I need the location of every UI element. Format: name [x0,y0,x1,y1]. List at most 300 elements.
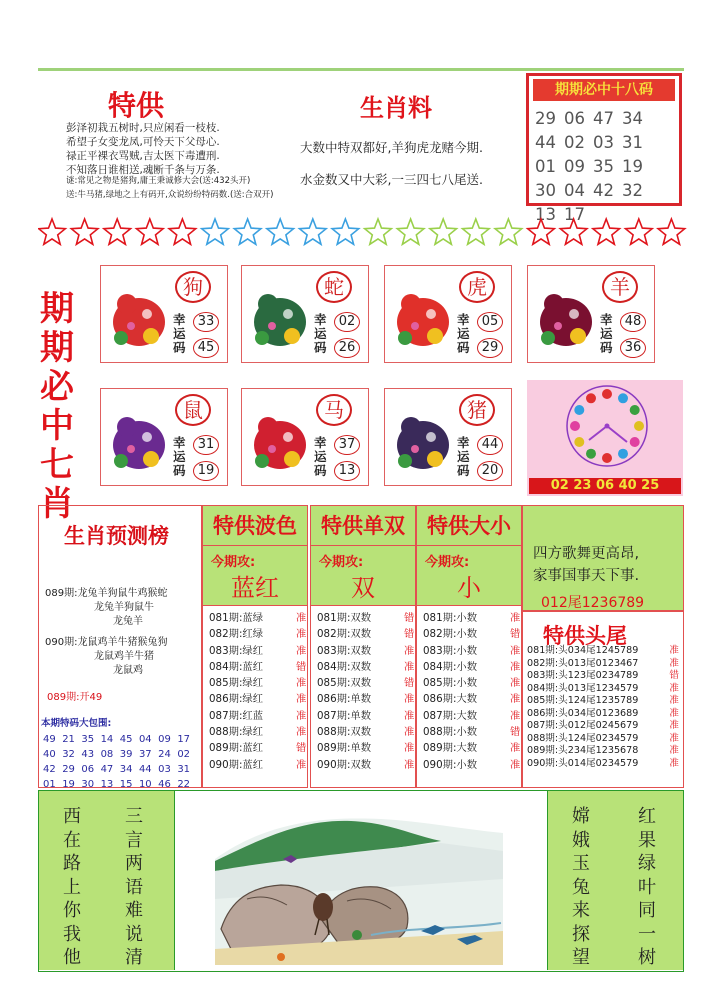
lucky-number: 33 [193,312,219,332]
record-value: 小数 [456,726,478,739]
record-row [317,740,415,756]
riddle-note: 谜:常见之物是猪狗,庸王秉诚修大会(送:432头开) [66,176,251,186]
zodiac-card [384,388,512,486]
eighteen-number: 13 [535,205,556,224]
record-value: 单数 [350,742,372,755]
record-period: 088期: [423,726,457,739]
clock-box [527,380,683,496]
clock-numbers: 02 23 06 40 25 [529,478,681,494]
record-mark: 准 [404,726,415,739]
record-row [527,658,679,671]
attack-label: 今期攻: [211,555,256,570]
tegong-poem [66,121,296,177]
seven-title-char: 必 [40,367,74,407]
record-mark: 准 [296,677,307,690]
eighteen-grid [529,101,679,227]
record-row [527,745,679,758]
sifang-panel [522,505,684,611]
poem-char: 在 [63,829,81,851]
record-value: 单数 [350,693,372,706]
record-row [423,708,521,724]
record-row [209,740,307,756]
record-row [423,691,521,707]
record-period: 088期: [527,732,559,744]
right-poem-panel [547,791,683,970]
attack-value: 蓝红 [231,574,279,602]
poem-char: 绿 [638,853,656,874]
record-mark: 错 [404,677,415,690]
clock-dot [570,421,580,431]
luck-label: 幸运码 [314,312,327,355]
shengxiao-title: 生肖料 [360,93,432,122]
pack-number: 08 [100,749,114,760]
record-row [209,708,307,724]
seven-title-char: 七 [40,445,74,485]
poem-line: 禄正平裸衣骂贼,吉太医下毒遭刑. [66,150,220,162]
sifang-tail: 012尾1236789 [541,595,645,611]
record-mark: 准 [404,758,415,771]
send-note: 送:牛马猪,绿地之上有码开,众说纷纷特码数.(送:合双开) [66,190,274,200]
record-row [423,724,521,740]
record-row [527,720,679,733]
record-mark: 准 [510,660,521,673]
lucky-number: 05 [477,312,503,332]
record-row [423,757,521,773]
seven-title-char: 期 [40,289,74,329]
record-period: 089期: [527,745,559,756]
seaside-scene-image [211,799,507,965]
record-value: 绿红 [242,726,264,739]
record-value: 小数 [456,612,478,624]
lucky-number: 37 [334,435,360,455]
record-value: 绿红 [242,677,264,690]
lucky-number: 26 [334,338,360,358]
pack-number: 43 [81,749,95,760]
poem-char: 果 [638,829,656,851]
poem-char: 清 [125,947,143,968]
star-icon [267,219,294,244]
prediction-panel [38,505,202,788]
toutail-panel [522,611,684,788]
poem-char: 叶 [638,876,656,898]
eighteen-number: 44 [535,133,556,152]
record-period: 082期: [209,628,243,641]
record-row [423,610,521,626]
record-mark: 准 [296,709,307,722]
pack-number: 34 [119,764,133,775]
clock-dot [630,405,640,415]
top-divider [38,68,684,71]
luck-label: 幸运码 [173,312,186,355]
clock-dot [602,389,612,399]
zodiac-card [384,265,512,363]
clock-dot [618,393,628,403]
record-row [209,691,307,707]
record-value: 头234尾1235678 [558,745,639,756]
poem-char: 望 [572,947,590,968]
star-icon [365,219,392,244]
sifang-line-1: 四方歌舞更高昂, [533,546,640,562]
poem-char: 他 [63,947,81,968]
poem-char: 一 [638,923,656,945]
record-period: 085期: [209,677,243,690]
pack-number: 39 [119,749,133,760]
pack-number: 19 [62,779,75,790]
eighteen-number: 30 [535,181,556,200]
poem-char: 说 [125,923,143,945]
record-mark: 准 [404,660,415,673]
attack-value: 小 [457,574,481,602]
seven-title-char: 期 [40,328,74,368]
star-icon [528,219,555,244]
record-period: 090期: [527,757,559,769]
lucky-number: 45 [193,338,219,358]
poem-char: 玉 [572,853,590,874]
record-mark: 准 [296,726,307,739]
star-icon [463,219,490,244]
zodiac-card [100,388,228,486]
record-mark: 准 [510,742,521,755]
left-poem-column-2 [123,805,145,970]
prediction-line: 龙鼠鸡 [113,665,143,676]
record-value: 小数 [456,758,478,771]
pack-title: 本期特码大包围: [41,718,112,729]
poem-char: 你 [63,900,81,921]
bose-rows [203,606,307,773]
record-row [209,675,307,691]
lucky-number: 48 [620,312,646,332]
record-row [423,675,521,691]
record-period: 081期: [209,612,243,624]
record-period: 086期: [423,693,457,706]
record-mark: 错 [669,670,679,681]
star-icon [658,219,685,244]
record-value: 单数 [350,709,372,722]
record-period: 089期: [209,742,243,755]
eighteen-number: 32 [622,181,643,200]
lucky-number: 29 [477,338,503,358]
star-icon [593,219,620,244]
attack-label: 今期攻: [319,555,364,570]
record-period: 084期: [423,660,457,673]
record-value: 蓝红 [242,758,264,771]
zodiac-name: 羊 [602,271,638,303]
star-row [38,214,688,250]
pack-number: 10 [138,779,152,790]
record-period: 087期: [527,720,559,731]
poem-char: 探 [572,923,590,945]
record-period: 085期: [423,677,457,690]
bose-attack [203,546,307,606]
prediction-open: 089期:开49 [47,692,103,703]
record-row [317,675,415,691]
record-value: 头034尾0123689 [558,707,639,719]
pack-number: 32 [62,749,75,760]
eighteen-number: 02 [564,133,585,152]
record-row [527,758,679,771]
eighteen-number: 19 [622,157,643,176]
record-value: 头124尾1235789 [558,695,639,706]
record-row [317,691,415,707]
record-value: 大数 [456,709,478,722]
daxiao-attack [417,546,521,606]
zodiac-name: 虎 [459,271,495,303]
poem-char: 嫦 [572,806,590,827]
record-value: 小数 [456,644,478,657]
record-mark: 准 [669,757,679,769]
eighteen-number: 29 [535,109,556,128]
pack-number: 21 [62,734,75,745]
zodiac-papercut-image [534,276,598,356]
eighteen-number: 03 [593,133,614,152]
record-row [423,659,521,675]
daxiao-column [416,505,522,788]
record-period: 085期: [527,695,559,706]
record-period: 089期: [423,742,457,755]
lucky-number: 44 [477,435,503,455]
record-row [527,708,679,721]
star-icon [169,219,196,244]
poem-char: 我 [63,923,81,945]
record-period: 086期: [527,707,559,719]
poem-char: 西 [63,806,81,827]
record-mark: 准 [669,645,679,656]
eighteen-number: 01 [535,157,556,176]
record-period: 086期: [317,693,351,706]
clock-dot [574,405,584,415]
poem-char: 语 [125,876,143,898]
left-poem-column-1 [61,805,83,970]
zodiac-name: 鼠 [175,394,211,426]
eighteen-number: 17 [564,205,585,224]
clock-icon [527,380,683,478]
record-period: 087期: [317,709,351,722]
left-poem-panel [39,791,175,970]
lucky-number: 20 [477,461,503,481]
record-mark: 错 [404,612,415,624]
star-icon [560,219,587,244]
zodiac-name: 猪 [459,394,495,426]
pack-number: 44 [138,764,152,775]
record-row [317,626,415,642]
luck-label: 幸运码 [457,312,470,355]
record-row [317,610,415,626]
eighteen-number: 06 [564,109,585,128]
pack-number: 42 [43,764,56,775]
daxiao-rows [417,606,521,773]
record-row [209,757,307,773]
record-value: 大数 [456,742,478,755]
luck-label: 幸运码 [314,435,327,478]
record-period: 087期: [209,709,243,722]
danshuang-rows [311,606,415,773]
tegong-title: 特供 [108,89,165,122]
star-icon [495,219,522,244]
record-row [209,643,307,659]
record-period: 086期: [209,693,243,706]
record-mark: 错 [510,628,521,641]
lucky-number: 36 [620,338,646,358]
poem-char: 同 [638,900,656,921]
record-row [317,724,415,740]
record-mark: 错 [510,726,521,739]
record-row [527,645,679,658]
record-mark: 准 [510,709,521,722]
daxiao-title: 特供大小 [417,506,521,546]
pack-number: 35 [81,734,95,745]
record-value: 头012尾0245679 [558,720,639,731]
poem-line: 不知落日谁相送,魂断千条与万条. [66,164,220,176]
seven-title [40,290,84,524]
record-value: 头123尾0234789 [558,670,639,681]
record-value: 头034尾1245789 [558,645,639,656]
danshuang-title: 特供单双 [311,506,415,546]
star-icon [430,219,457,244]
star-icon [71,219,98,244]
record-row [423,626,521,642]
record-value: 双数 [350,612,372,624]
record-mark: 准 [510,612,521,624]
prediction-line: 龙兔羊狗鼠牛 [94,602,154,613]
record-period: 081期: [317,612,351,624]
record-mark: 准 [296,758,307,771]
lucky-number: 13 [334,461,360,481]
clock-dot [586,449,596,459]
luck-label: 幸运码 [457,435,470,478]
pack-number: 31 [177,764,191,775]
record-period: 089期: [317,742,351,755]
record-row [317,643,415,659]
record-period: 085期: [317,677,351,690]
record-period: 090期: [423,758,457,771]
poem-char: 树 [638,947,656,968]
right-poem-column-1 [570,805,592,970]
record-value: 双数 [350,644,372,657]
pack-number: 13 [100,779,114,790]
danshuang-attack [311,546,415,606]
record-period: 084期: [209,660,243,673]
pack-number: 04 [138,734,152,745]
record-period: 082期: [317,628,351,641]
star-icon [39,219,66,244]
luck-label: 幸运码 [600,312,613,355]
record-mark: 准 [669,707,679,719]
pack-number: 30 [81,779,95,790]
record-period: 090期: [209,758,243,771]
eighteen-numbers-box [526,73,682,224]
danshuang-column [310,505,416,788]
record-period: 084期: [317,660,351,673]
poem-char: 难 [125,900,143,921]
record-mark: 准 [404,742,415,755]
zodiac-name: 狗 [175,271,211,303]
record-mark: 错 [296,660,307,673]
record-value: 头013尾0123467 [558,657,639,669]
eighteen-number: 34 [622,109,643,128]
pack-number: 22 [177,779,191,790]
record-period: 081期: [423,612,457,624]
attack-value: 双 [351,574,375,602]
pack-number: 17 [177,734,191,745]
zodiac-papercut-image [107,399,171,479]
pack-number: 46 [158,779,171,790]
zodiac-card [100,265,228,363]
eighteen-number: 31 [622,133,643,152]
seven-title-char: 中 [40,406,74,446]
bose-title: 特供波色 [203,506,307,546]
zodiac-name: 蛇 [316,271,352,303]
record-row [527,695,679,708]
record-mark: 准 [296,628,307,641]
star-icon [332,219,359,244]
zodiac-papercut-image [391,399,455,479]
eighteen-number: 42 [593,181,614,200]
record-value: 双数 [350,628,372,641]
record-mark: 准 [296,693,307,706]
zodiac-name: 马 [316,394,352,426]
prediction-line: 090期:龙鼠鸡羊牛猪猴兔狗 [45,637,168,648]
poem-char: 上 [63,876,81,898]
pack-number: 06 [81,764,95,775]
record-value: 绿红 [242,644,264,657]
record-mark: 准 [510,677,521,690]
record-period: 082期: [527,657,559,669]
record-period: 087期: [423,709,457,722]
record-mark: 准 [296,644,307,657]
zodiac-papercut-image [391,276,455,356]
star-icon [234,219,261,244]
record-mark: 准 [404,644,415,657]
eighteen-number: 47 [593,109,614,128]
record-value: 红绿 [242,628,264,641]
poem-char: 言 [125,829,143,851]
record-row [209,659,307,675]
record-value: 双数 [350,677,372,690]
record-mark: 准 [510,758,521,771]
record-mark: 准 [404,709,415,722]
right-poem-column-2 [636,805,658,970]
eighteen-number: 04 [564,181,585,200]
toutail-rows [527,645,679,770]
sifang-line-2: 家事国事天下事. [533,568,640,584]
bottom-panel [38,790,684,972]
record-row [317,708,415,724]
star-icon [137,219,164,244]
record-row [317,757,415,773]
record-value: 小数 [456,677,478,690]
eighteen-title: 期期必中十八码 [533,79,675,101]
luck-label: 幸运码 [173,435,186,478]
pack-number: 45 [119,734,133,745]
record-value: 头013尾1234579 [558,682,639,694]
lucky-number: 19 [193,461,219,481]
poem-char: 兔 [572,876,590,898]
record-mark: 准 [669,657,679,669]
star-icon [104,219,131,244]
prediction-title: 生肖预测榜 [64,523,169,548]
shengxiao-line-2: 水金数又中大彩,一三四七八尾送. [300,172,483,187]
shengxiao-line-1: 大数中特双都好,羊狗虎龙赌今期. [300,140,483,155]
record-period: 088期: [209,726,243,739]
record-row [209,724,307,740]
record-row [527,670,679,683]
record-value: 大数 [456,693,478,706]
record-mark: 准 [510,644,521,657]
record-mark: 准 [669,745,679,756]
record-mark: 准 [510,693,521,706]
zodiac-card [241,388,369,486]
poem-char: 来 [572,900,590,921]
